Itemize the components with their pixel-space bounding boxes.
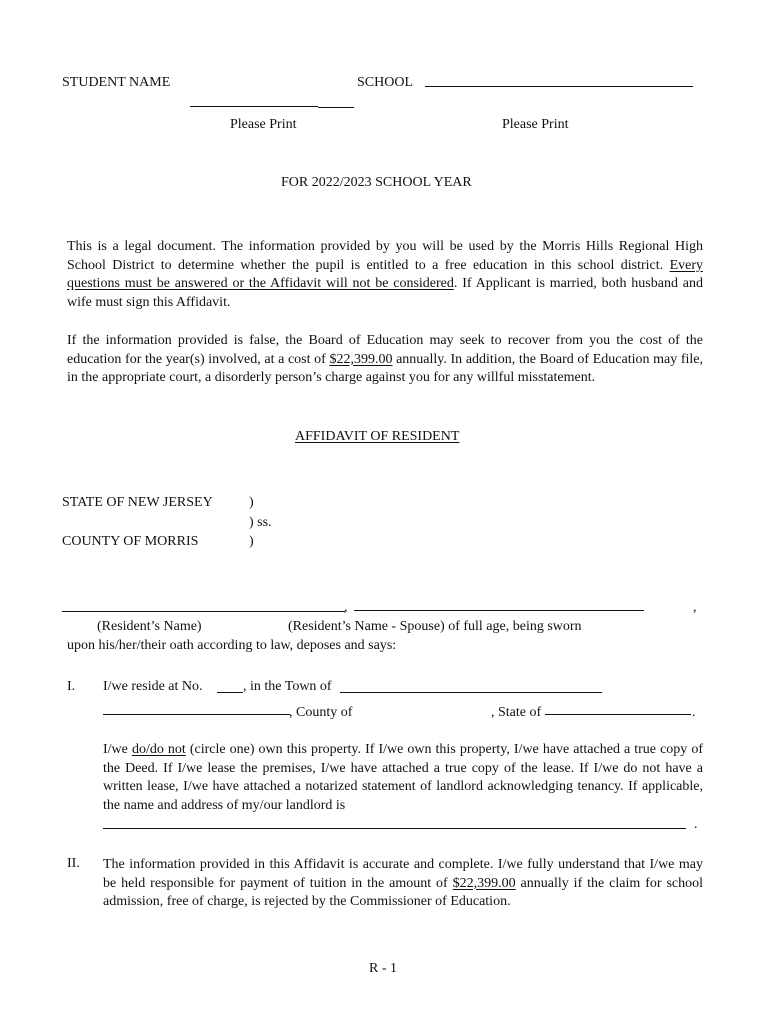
required-notice: Every questions must be answered or the Affidavit will not be considered [67, 257, 703, 291]
resident-name-caption: (Resident’s Name) [97, 619, 202, 634]
state-period: . [692, 705, 696, 720]
oath-text: upon his/her/their oath according to law, deposes and says: [67, 638, 397, 653]
state-field[interactable] [545, 714, 691, 715]
section-1-numeral: I. [67, 679, 76, 694]
student-name-field-line-end [318, 107, 354, 108]
please-print-student: Please Print [230, 117, 297, 132]
school-year-heading: FOR 2022/2023 SCHOOL YEAR [281, 175, 472, 190]
spouse-name-field[interactable] [354, 610, 644, 611]
resident-name-field[interactable] [62, 611, 345, 612]
ownership-paragraph: I/we do/do not (circle one) own this property. If I/we own this property, I/we have attached a true copy of the Deed. If I/we lease the premises, I/we have attached a true copy of the lease. If I/we do not have a written lease, I/we have attached a notarized statement of landlord acknowledging tenancy. If applicable, the name and address of my/our landlord is [103, 742, 704, 813]
venue-paren-1: ) [249, 495, 254, 510]
school-field-line[interactable] [425, 86, 693, 87]
landlord-period: . [694, 817, 698, 832]
county-of-label: , County of [289, 705, 353, 720]
intro-paragraph-1: This is a legal document. The information provided by you will be used by the Morris Hills Regional High School District to determine whether the pupil is entitled to a free education in this school district. Every questions must be answered or the Affidavit will not be considered. If Applicant is married, both husband and wife must sign this Affidavit. [67, 239, 703, 310]
section-2-numeral: II. [67, 856, 80, 871]
intro-paragraph-2: If the information provided is false, the Board of Education may seek to recover from you the cost of the education for the year(s) involved, at a cost of $22,399.00 annually. In addition, the Board of Education may file, in the appropriate court, a disorderly person’s charge against you for any willful misstatement. [67, 333, 703, 385]
venue-ss: ) ss. [249, 515, 272, 530]
state-label: STATE OF NEW JERSEY [62, 495, 213, 510]
student-name-label: STUDENT NAME [62, 75, 171, 90]
own-choice[interactable]: do/do not [131, 742, 186, 757]
school-label: SCHOOL [357, 75, 414, 90]
cost-amount: $22,399.00 [329, 351, 393, 367]
landlord-field[interactable] [103, 828, 686, 829]
please-print-school: Please Print [502, 117, 569, 132]
tuition-amount: $22,399.00 [452, 875, 516, 891]
town-label: , in the Town of [243, 679, 332, 694]
spouse-comma: , [693, 600, 697, 615]
state-of-label: , State of [491, 705, 542, 720]
address-street-field[interactable] [103, 714, 290, 715]
town-field[interactable] [340, 692, 602, 693]
reside-at-label: I/we reside at No. [103, 679, 203, 694]
spouse-name-caption: (Resident’s Name - Spouse) of full age, being sworn [288, 619, 582, 634]
resident-comma: , [344, 600, 348, 615]
street-number-field[interactable] [217, 692, 243, 693]
section-2-paragraph: The information provided in this Affidavit is accurate and complete. I/we fully understand that I/we may be held responsible for payment of tuition in the amount of $22,399.00 annually if the claim for school admission, free of charge, is rejected by the Commissioner of Education. [103, 857, 703, 909]
county-label: COUNTY OF MORRIS [62, 534, 199, 549]
affidavit-title: AFFIDAVIT OF RESIDENT [295, 429, 460, 444]
page-number: R - 1 [369, 961, 397, 976]
venue-paren-3: ) [249, 534, 254, 549]
student-name-field-line[interactable] [190, 106, 318, 107]
